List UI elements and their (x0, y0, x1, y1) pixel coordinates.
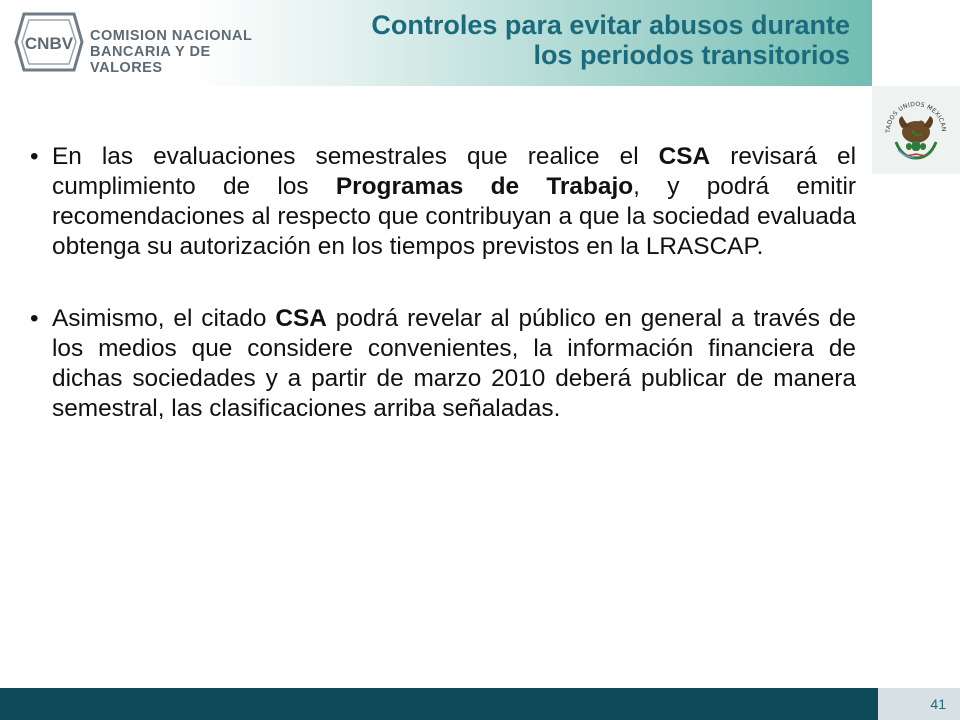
cnbv-logo-mark (12, 10, 86, 74)
org-name-line1: COMISION NACIONAL (90, 28, 253, 44)
cnbv-logo (12, 10, 257, 74)
bullet-2-text-b: podrá revelar al público en general a través de los medios que considere convenientes, la información financiera de dichas sociedades y a partir de marzo 2010 deberá publicar de manera semestral, las clasificaciones arriba señaladas. (52, 305, 856, 422)
logo-mark-text: CNBV (24, 34, 74, 53)
bullet-1-text-c: , y podrá emitir recomendaciones al respecto que contribuyan a que la sociedad evaluada obtenga su autorización en los tiempos previstos en la LRASCAP. (52, 173, 857, 260)
footer-bar (0, 688, 878, 720)
bullet-1-bold-b: Programas de Trabajo (335, 173, 634, 200)
mexico-coat-of-arms-icon (872, 86, 960, 174)
bullet-1-text-b: revisará el cumplimiento de los (52, 143, 856, 200)
page-number-box (878, 688, 960, 720)
page-number: 41 (930, 696, 946, 712)
bullet-2 (30, 304, 856, 424)
seal-box (872, 86, 960, 174)
slide-title-line1: Controles para evitar abusos durante (371, 10, 850, 40)
bullet-2-bold-a: CSA (275, 305, 327, 332)
bullet-dot: • (30, 143, 39, 170)
bullet-1-bold-a: CSA (658, 143, 711, 170)
bullet-1 (30, 142, 856, 262)
slide-title-line2: los periodos transitorios (533, 40, 850, 70)
bullet-1-text-a: En las evaluaciones semestrales que realice el (52, 143, 659, 170)
org-name (90, 28, 257, 76)
org-name-line2: BANCARIA Y DE VALORES (90, 44, 211, 76)
seal-text: TADOS UNIDOS MEXICAN (884, 100, 948, 133)
slide-body (30, 142, 856, 466)
bullet-2-text-a: Asimismo, el citado (52, 305, 276, 332)
slide-title (250, 10, 850, 70)
bullet-dot: • (30, 305, 39, 332)
